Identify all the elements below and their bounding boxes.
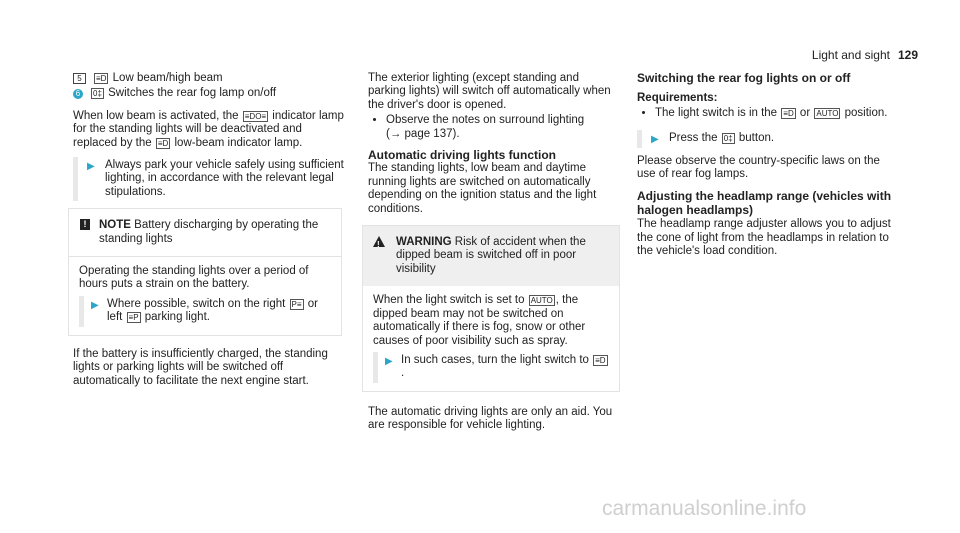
text: parking light. — [141, 311, 210, 324]
low-beam-icon: ≡D — [157, 138, 169, 148]
text: position. — [841, 106, 888, 119]
parking-light-left-icon: ≡P — [128, 313, 139, 323]
warning-body — [363, 286, 619, 390]
warning-box — [362, 225, 620, 392]
paragraph-auto-lights: The standing lights, low beam and daytime running lights are switched on automatically depending on the ignition status and the light conditions. — [368, 162, 597, 215]
heading-rear-fog: Switching the rear fog lights on or off — [637, 71, 851, 85]
paragraph-laws: Please observe the country-specific laws on the use of rear fog lamps. — [637, 154, 880, 181]
heading-headlamp-range: Adjusting the headlamp range (vehicles with halogen headlamps) — [637, 189, 892, 217]
page-number: 129 — [897, 48, 918, 62]
note-header — [69, 209, 341, 256]
column-left — [73, 72, 345, 397]
low-beam-icon: ≡D — [783, 108, 794, 118]
page-header — [812, 49, 918, 62]
list-item — [386, 114, 618, 141]
text: , the dipped beam may not be switched on automatically if there is fog, snow or other causes of poor visibility such as spray. — [373, 294, 586, 347]
paragraph-low-beam — [73, 110, 345, 150]
text: button. — [735, 132, 775, 145]
list-item — [655, 107, 899, 120]
item-5-key: 5 — [73, 73, 86, 84]
warning-title: WARNING — [396, 236, 452, 249]
text: indicator lamp for the standing lights will be deactivated and replaced by the — [73, 109, 344, 149]
bullet-list — [368, 114, 618, 141]
exclamation-icon: ! — [80, 219, 90, 230]
item-6 — [73, 87, 345, 100]
item-5 — [73, 72, 345, 85]
parking-light-right-icon: P≡ — [291, 299, 302, 309]
note-action — [79, 298, 331, 325]
low-beam-icon: ≡D — [96, 74, 107, 83]
text: low-beam indicator lamp. — [171, 136, 303, 149]
arrow-icon: ▶ — [87, 161, 95, 173]
low-beam-icon: ≡D — [595, 355, 606, 365]
note-body — [69, 256, 341, 335]
auto-icon: AUTO — [816, 108, 839, 118]
text: Press the — [669, 132, 721, 145]
text: In such cases, turn the light switch to — [401, 353, 593, 366]
column-middle — [368, 72, 618, 442]
paragraph-battery: If the battery is insufficiently charged, the standing lights or parking lights will be switched off automatically to facilitate the next engine start. — [73, 347, 328, 387]
note-text: Operating the standing lights over a period of hours puts a strain on the battery. — [79, 265, 309, 291]
text: When the light switch is set to — [373, 294, 528, 307]
note-heading: Battery discharging by operating the standing lights — [99, 219, 319, 245]
requirements-label: Requirements: — [637, 92, 718, 105]
paragraph-aid: The automatic driving lights are only an aid. You are responsible for vehicle lighting. — [368, 405, 613, 432]
rear-fog-icon: 0‡ — [93, 89, 102, 99]
note-title: NOTE — [99, 219, 131, 232]
watermark: carmanualsonline.info — [602, 497, 807, 520]
action-step — [67, 159, 345, 199]
text: or — [796, 106, 814, 119]
auto-icon: AUTO — [530, 296, 553, 306]
text: . — [401, 367, 405, 380]
standing-lights-icon: ≡DO≡ — [244, 111, 267, 121]
paragraph-headlamp-range: The headlamp range adjuster allows you to adjust the cone of light from the headlamps in relation to the vehicle's load condition. — [637, 218, 891, 258]
page-reference-link[interactable]: (→ page 137). — [386, 127, 460, 140]
note-box — [68, 208, 342, 335]
heading-auto-lights: Automatic driving lights function — [368, 148, 556, 163]
action-text: Always park your vehicle safely using sufficient lighting, in accordance with the relevant legal stipulations. — [105, 159, 344, 198]
text: Observe the notes on surround lighting — [386, 114, 585, 127]
section-title: Light and sight — [811, 48, 890, 62]
paragraph-exterior: The exterior lighting (except standing and parking lights) will switch off automatically when the driver's door is opened. — [368, 72, 611, 111]
warning-triangle-icon — [373, 236, 385, 247]
arrow-icon: ▶ — [385, 355, 393, 367]
arrow-icon: ▶ — [651, 134, 659, 146]
column-right — [637, 72, 899, 267]
text: or left — [107, 297, 318, 324]
arrow-icon: ▶ — [91, 299, 99, 311]
warning-text — [373, 294, 609, 348]
warning-action — [373, 354, 609, 381]
warning-header — [363, 226, 619, 286]
text: When low beam is activated, the — [73, 109, 242, 122]
action-step — [631, 132, 899, 145]
text: The light switch is in the — [655, 106, 781, 119]
item-6-text: Switches the rear fog lamp on/off — [108, 87, 277, 100]
text: Where possible, switch on the right — [107, 297, 289, 310]
requirements-list — [637, 107, 899, 120]
item-6-key: 6 — [73, 89, 83, 99]
warning-heading: Risk of accident when the dipped beam is switched off in poor visibility — [396, 236, 586, 275]
item-5-text: Low beam/high beam — [112, 72, 223, 84]
rear-fog-icon: 0‡ — [723, 134, 733, 144]
